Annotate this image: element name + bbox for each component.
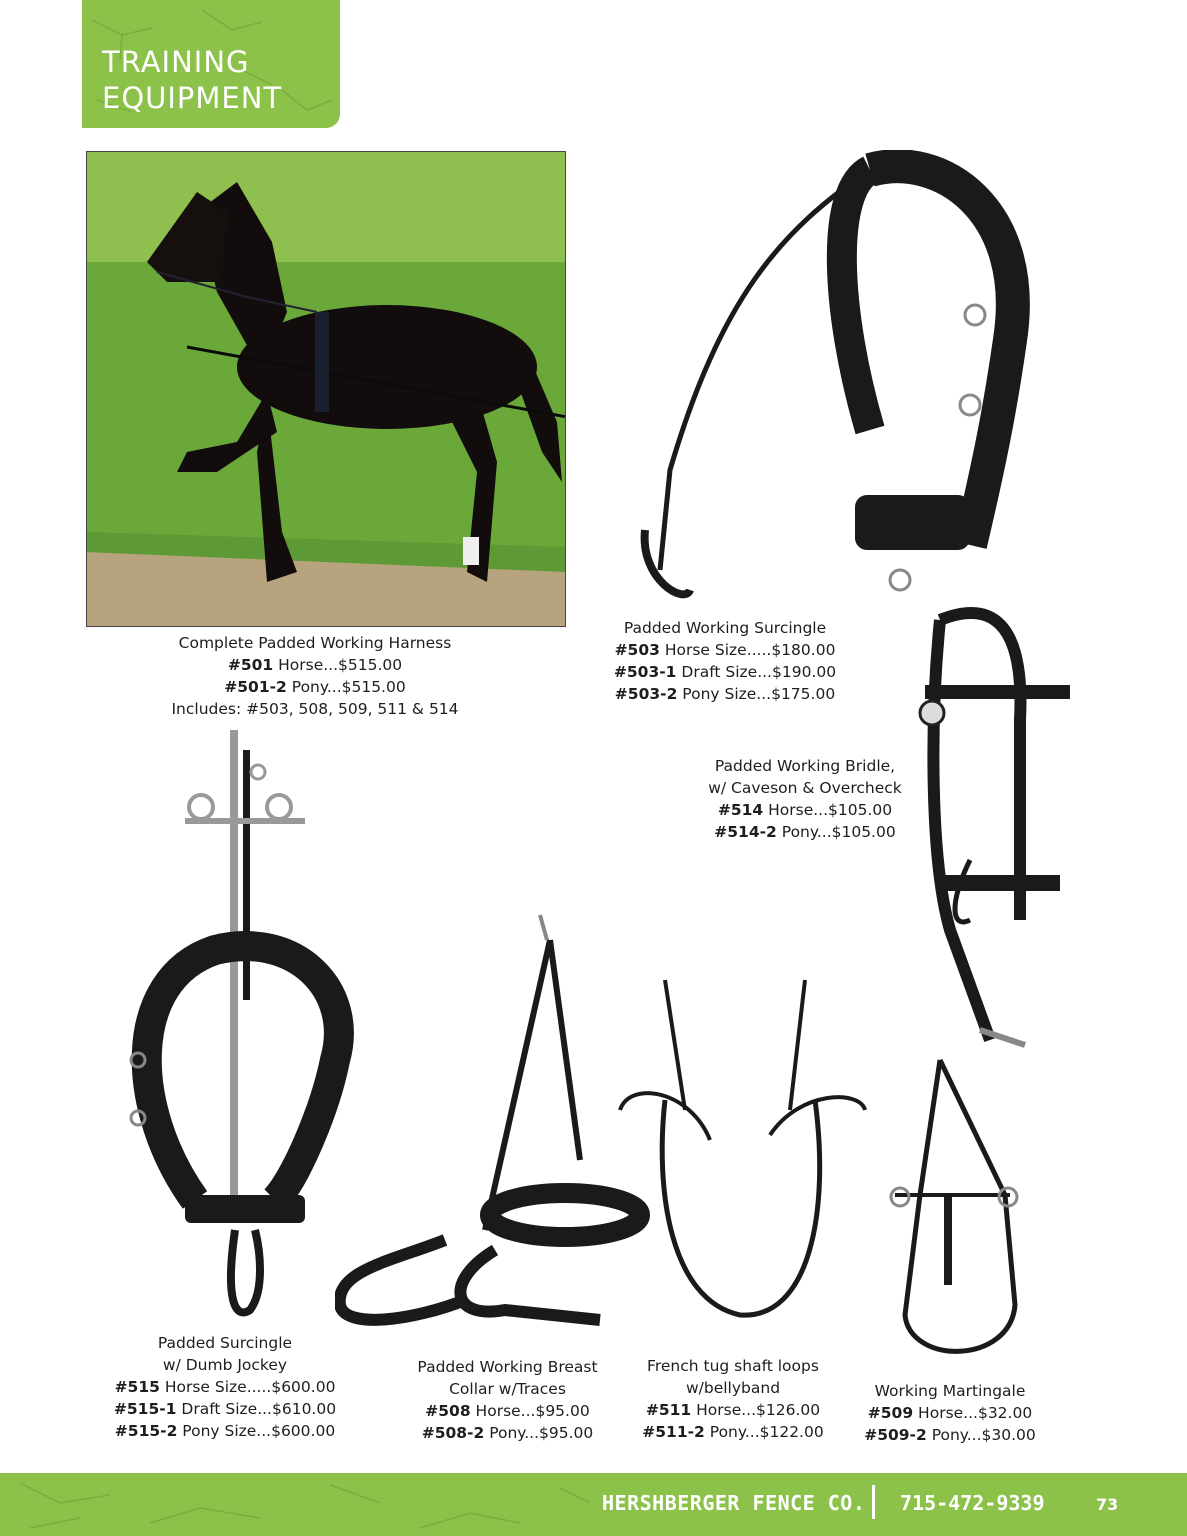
- product-name: Complete Padded Working Harness: [178, 634, 452, 652]
- martingale-image: [880, 1055, 1030, 1375]
- price-line: #509-2 Pony...$30.00: [864, 1426, 1036, 1444]
- section-header-tab: [82, 0, 340, 128]
- product-name: Padded Surcingle: [157, 1334, 293, 1352]
- price-line: #509 Horse...$32.00: [867, 1404, 1033, 1422]
- product-name: Padded Working Bridle,: [714, 757, 896, 775]
- page-footer: [0, 1473, 1187, 1536]
- section-title: TRAINING EQUIPMENT: [102, 45, 283, 115]
- product-name: Collar w/Traces: [449, 1380, 566, 1398]
- bridle-caption: [690, 755, 920, 843]
- harness-caption: [150, 632, 480, 720]
- price-line: #508-2 Pony...$95.00: [421, 1424, 594, 1442]
- working-surcingle-caption: [590, 617, 860, 705]
- price-line: #514-2 Pony...$105.00: [714, 823, 896, 841]
- price-line: #501 Horse...$515.00: [227, 656, 403, 674]
- includes-line: Includes: #503, 508, 509, 511 & 514: [171, 700, 459, 718]
- phone-number: 715-472-9339: [900, 1491, 1045, 1515]
- breast-collar-image: [335, 910, 655, 1340]
- price-line: #514 Horse...$105.00: [717, 801, 893, 819]
- footer-divider: [872, 1485, 875, 1519]
- price-line: #511 Horse...$126.00: [645, 1401, 821, 1419]
- product-name: w/bellyband: [685, 1379, 781, 1397]
- shaft-loops-image: [610, 970, 880, 1340]
- harness-horse-photo: [86, 151, 566, 627]
- product-name: w/ Dumb Jockey: [162, 1356, 288, 1374]
- price-line: #501-2 Pony...$515.00: [224, 678, 406, 696]
- price-line: #511-2 Pony...$122.00: [642, 1423, 824, 1441]
- martingale-caption: [855, 1380, 1045, 1446]
- price-line: #503-1 Draft Size...$190.00: [613, 663, 837, 681]
- product-name: Padded Working Surcingle: [623, 619, 827, 637]
- product-name: w/ Caveson & Overcheck: [708, 779, 902, 797]
- price-line: #503 Horse Size.....$180.00: [614, 641, 836, 659]
- shaft-loops-caption: [628, 1355, 838, 1443]
- product-name: Padded Working Breast: [417, 1358, 598, 1376]
- dumb-jockey-caption: [95, 1332, 355, 1442]
- working-bridle-image: [910, 600, 1070, 1060]
- breast-collar-caption: [400, 1356, 615, 1444]
- company-name: HERSHBERGER FENCE CO.: [602, 1491, 866, 1515]
- price-line: #503-2 Pony Size...$175.00: [614, 685, 836, 703]
- product-name: Working Martingale: [874, 1382, 1026, 1400]
- page-number: 73: [1096, 1495, 1119, 1514]
- price-line: #508 Horse...$95.00: [425, 1402, 590, 1420]
- product-name: French tug shaft loops: [647, 1357, 819, 1375]
- dumb-jockey-image: [125, 730, 365, 1320]
- price-line: #515 Horse Size.....$600.00: [114, 1378, 336, 1396]
- price-line: #515-1 Draft Size...$610.00: [113, 1400, 337, 1418]
- working-surcingle-image: [630, 150, 1030, 600]
- price-line: #515-2 Pony Size...$600.00: [114, 1422, 336, 1440]
